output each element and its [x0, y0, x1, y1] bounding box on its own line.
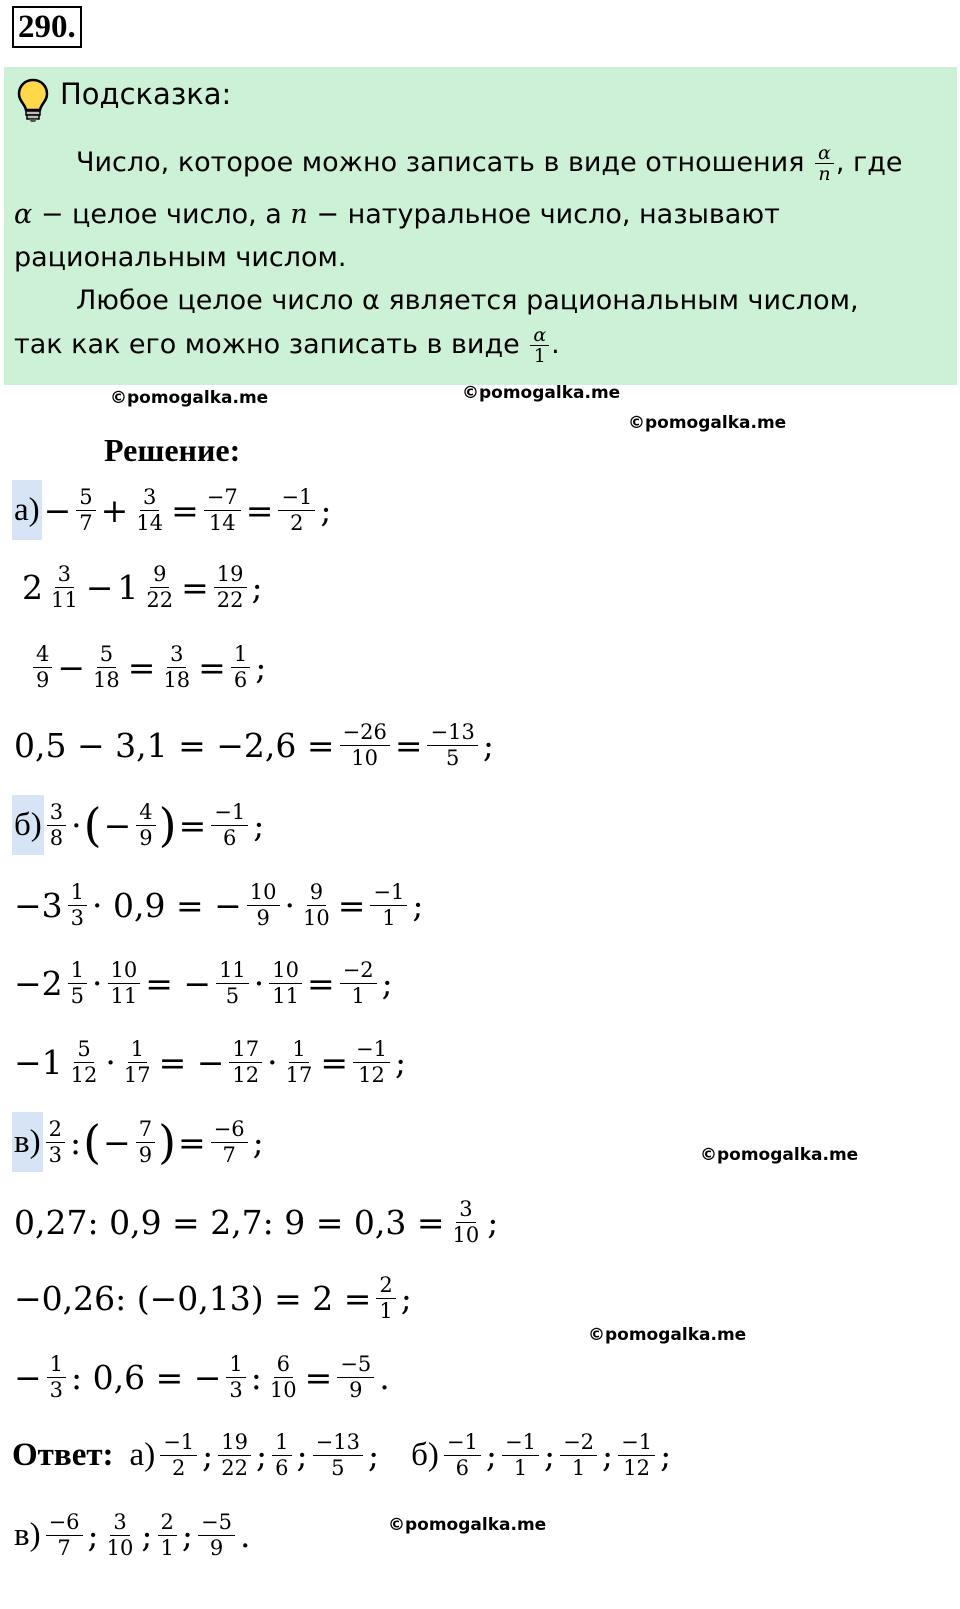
hint-line-5: так как его можно записать в виде $\frac{\alpha}{1}$ . [14, 324, 560, 367]
watermark: ©pomogalka.me [628, 413, 787, 433]
hint-line-3: рациональным числом. [14, 242, 347, 273]
equation-v2: 0,27: 0,9 = 2,7: 9 = 0,3 = $\frac{3}{10}$ ; [14, 1196, 499, 1247]
label-a: а) [12, 480, 42, 540]
hint-title: Подсказка: [60, 77, 232, 111]
equation-b3: −2 1 5 · $\frac{10}{11}$ = − $\frac{11}{5}$ · $\frac{10}{11}$ = $\frac{-2}{1}$ ; [14, 957, 393, 1008]
equation-a1: а) − $\frac{5}{7}$ + $\frac{3}{14}$ = $\frac{-7}{14}$ = $\frac{-1}{2}$ ; [12, 480, 333, 540]
equation-v4: − $\frac{1}{3}$ : 0,6 = − $\frac{1}{3}$ : $\frac{6}{10}$ = $\frac{-5}{9}$ . [14, 1351, 390, 1402]
equation-a3: 4 9 − $\frac{5}{18}$ = $\frac{3}{18}$ = $\frac{1}{6}$ ; [30, 637, 268, 697]
answer-label: Ответ: [12, 1436, 114, 1473]
answer-line-1: Ответ: а) −1 2 ; 19 22 ; 1 6 ; −13 5 ; б) −1 6 ; −1 1 ; −2 1 ; −1 12 ; [12, 1429, 672, 1480]
watermark: ©pomogalka.me [700, 1145, 859, 1165]
label-v: в) [12, 1112, 43, 1172]
hint-line-1: Число, которое можно записать в виде отношения $\frac{\alpha}{n}$ , где [76, 142, 903, 185]
hint-line-2: α − целое число, а n − натуральное число, называют [14, 199, 780, 230]
lightbulb-icon [16, 77, 50, 123]
hint-box [4, 67, 957, 385]
equation-b1: б) 3 8 · ( − $\frac{4}{9}$ ) = $\frac{-1}{6}$ ; [12, 795, 266, 855]
watermark: ©pomogalka.me [388, 1515, 547, 1535]
hint-fraction-a-n: $\frac{\alpha}{n}$ [815, 143, 834, 184]
answer-line-2: в) −6 7 ; 3 10 ; 2 1 ; −5 9 . [14, 1509, 251, 1560]
hint-line-4: Любое целое число α является рациональным числом, [76, 285, 859, 316]
watermark: ©pomogalka.me [110, 388, 269, 408]
equation-a2: 2 3 11 − 1 $\frac{9}{22}$ = $\frac{19}{22}$ ; [22, 561, 263, 612]
watermark: ©pomogalka.me [588, 1325, 747, 1345]
solution-title: Решение: [104, 432, 241, 468]
task-number: 290. [12, 6, 82, 48]
equation-a4: 0,5 − 3,1 = −2,6 = $\frac{-26}{10}$ = $\frac{-13}{5}$ ; [14, 719, 494, 770]
label-b: б) [12, 795, 44, 855]
equation-b4: −1 5 12 · $\frac{1}{17}$ = − $\frac{17}{12}$ · $\frac{1}{17}$ = $\frac{-1}{12}$ ; [14, 1036, 407, 1087]
watermark: ©pomogalka.me [462, 383, 621, 403]
equation-v1: в) 2 3 : ( − $\frac{7}{9}$ ) = $\frac{-6}{7}$ ; [12, 1112, 266, 1172]
hint-fraction-a-1: $\frac{\alpha}{1}$ [530, 325, 549, 366]
equation-b2: −3 1 3 · 0,9 = − $\frac{10}{9}$ · $\frac{9}{10}$ = $\frac{-1}{1}$ ; [14, 879, 424, 930]
equation-v3: −0,26: (−0,13) = 2 = $\frac{2}{1}$ ; [14, 1272, 412, 1323]
